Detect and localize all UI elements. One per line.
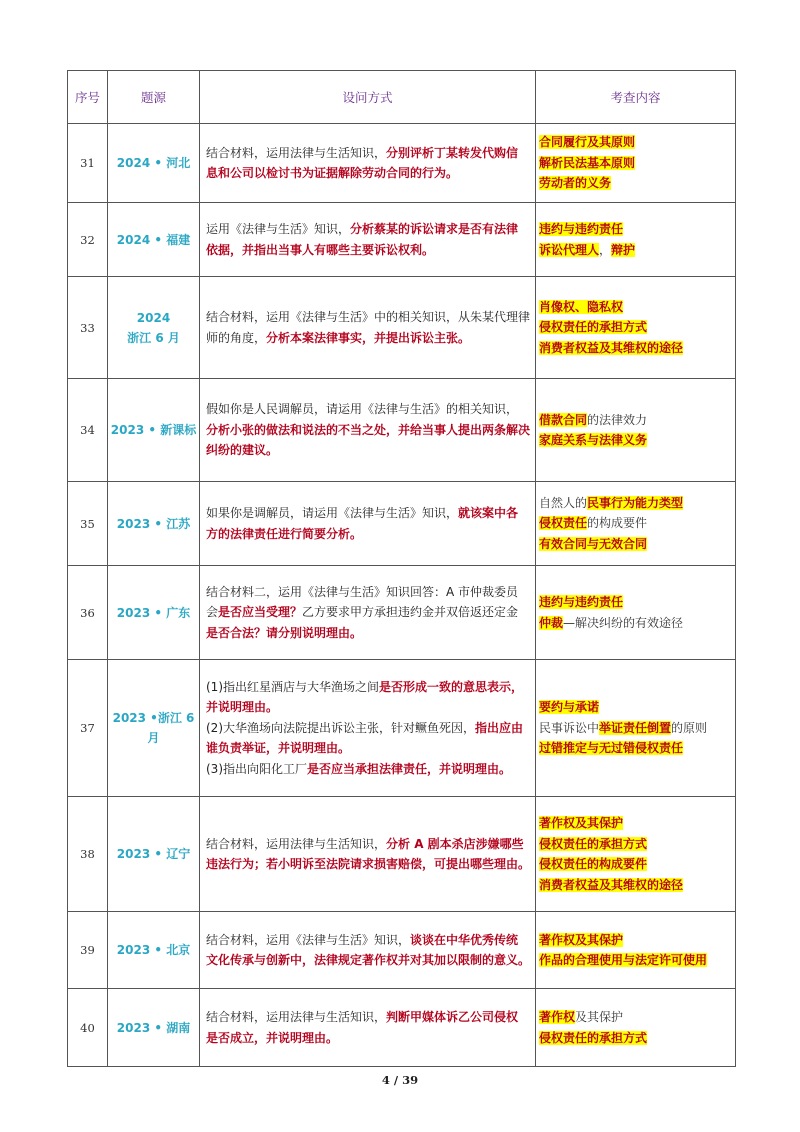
highlighted-topic: 要约与承诺 [539, 700, 600, 715]
table-row [68, 277, 736, 379]
highlighted-topic: 仲裁 [539, 615, 564, 630]
highlighted-topic: 民事行为能力类型 [587, 495, 684, 510]
content-line [539, 834, 731, 855]
row-content [536, 660, 736, 797]
topic-text: 及其保护 [575, 1010, 624, 1024]
row-source [108, 124, 200, 203]
topic-text: —解决纠纷的有效途径 [563, 615, 684, 630]
question-text: (3)指出向阳化工厂 [206, 761, 307, 776]
topic-text: 民事诉讼中 [539, 720, 600, 735]
question-text: 结合材料，运用法律与生活知识， [206, 836, 387, 851]
row-number: 33 [68, 277, 108, 379]
row-source [108, 482, 200, 566]
table-row [68, 203, 736, 277]
highlighted-topic: 有效合同与无效合同 [539, 536, 648, 551]
source-line: 2023 • 北京 [116, 943, 191, 957]
table-row [68, 797, 736, 912]
content-line [539, 697, 731, 718]
question-key-text: 分析小张的做法和说法的不当之处，并给当事人提出两条解决纠纷的建议。 [206, 422, 531, 458]
row-source [108, 379, 200, 482]
row-question [200, 482, 536, 566]
topic-text: 的原则 [671, 720, 708, 735]
row-content [536, 566, 736, 660]
topic-text: ， [599, 242, 612, 257]
exam-question-table [67, 70, 736, 1067]
question-key-text: 判断甲媒体诉乙公司侵权是否成立，并说明理由。 [206, 1010, 519, 1045]
highlighted-topic: 侵权责任 [539, 516, 588, 531]
header-num: 序号 [68, 71, 108, 124]
content-line [539, 430, 731, 451]
highlighted-topic: 侵权责任的承担方式 [539, 1030, 648, 1045]
topic-text: 的构成要件 [587, 516, 648, 531]
question-text: 结合材料二，运用《法律与生活》知识回答：A 市仲裁委员会 [206, 584, 519, 620]
highlighted-topic: 家庭关系与法律义务 [539, 433, 648, 447]
row-source [108, 912, 200, 989]
row-number: 35 [68, 482, 108, 566]
source-line: 2024 • 河北 [116, 156, 191, 170]
content-line [539, 534, 731, 555]
content-line [539, 1028, 731, 1049]
content-line [539, 219, 731, 240]
content-line [539, 1007, 731, 1028]
row-number: 37 [68, 660, 108, 797]
content-line [539, 930, 731, 951]
source-line: 2024 • 福建 [116, 232, 191, 247]
highlighted-topic: 辩护 [611, 242, 636, 257]
row-number: 39 [68, 912, 108, 989]
highlighted-topic: 解析民法基本原则 [539, 155, 636, 170]
row-question [200, 660, 536, 797]
highlighted-topic: 作品的合理使用与法定许可使用 [539, 953, 708, 967]
row-number: 36 [68, 566, 108, 660]
question-key-text: 是否应当承担法律责任，并说明理由。 [307, 761, 512, 776]
content-line [539, 738, 731, 759]
content-line [539, 718, 731, 739]
source-line: 2023 • 广东 [116, 605, 191, 620]
table-row [68, 566, 736, 660]
source-line: 浙江 6 月 [127, 330, 180, 345]
content-line [539, 950, 731, 971]
row-content [536, 379, 736, 482]
row-question [200, 124, 536, 203]
content-line [539, 132, 731, 153]
table-row [68, 989, 736, 1067]
row-question [200, 277, 536, 379]
question-key-text: 就该案中各方的法律责任进行简要分析。 [206, 506, 519, 541]
highlighted-topic: 借款合同 [539, 412, 588, 427]
row-number: 34 [68, 379, 108, 482]
table-row [68, 124, 736, 203]
table-row [68, 482, 736, 566]
highlighted-topic: 违约与违约责任 [539, 595, 624, 609]
row-question [200, 379, 536, 482]
row-source [108, 660, 200, 797]
content-line [539, 297, 731, 318]
header-question: 设问方式 [200, 71, 536, 124]
row-question [200, 912, 536, 989]
question-key-text: 指出应由谁负责举证，并说明理由。 [206, 720, 524, 756]
question-key-text: 分析蔡某的诉讼请求是否有法律依据，并指出当事人有哪些主要诉讼权利。 [206, 222, 519, 257]
content-line [539, 338, 731, 359]
question-key-text: 分析 A 剧本杀店涉嫌哪些违法行为；若小明诉至法院请求损害赔偿，可提出哪些理由。 [206, 836, 531, 871]
content-line [539, 410, 731, 431]
question-text: 结合材料，运用《法律与生活》中的相关知识，从朱某代理律师的角度， [206, 310, 531, 345]
question-text: 结合材料，运用法律与生活知识， [206, 145, 387, 160]
highlighted-topic: 诉讼代理人 [539, 242, 600, 257]
header-source: 题源 [108, 71, 200, 124]
highlighted-topic: 消费者权益及其维权的途径 [539, 340, 684, 355]
content-line [539, 513, 731, 534]
row-question [200, 989, 536, 1067]
highlighted-topic: 消费者权益及其维权的途径 [539, 877, 684, 892]
question-text: 假如你是人民调解员，请运用《法律与生活》的相关知识， [206, 402, 519, 417]
row-question [200, 797, 536, 912]
question-key-text: 是否应当受理？ [218, 605, 303, 620]
question-key-text: 分析本案法律事实，并提出诉讼主张。 [266, 330, 471, 345]
content-line [539, 875, 731, 896]
question-key-text: 是否形成一致的意思表示，并说明理由。 [206, 679, 524, 715]
row-number: 38 [68, 797, 108, 912]
row-source [108, 797, 200, 912]
highlighted-topic: 过错推定与无过错侵权责任 [539, 741, 684, 756]
table-row [68, 912, 736, 989]
source-line: 2023 • 新课标 [110, 423, 197, 437]
highlighted-topic: 合同履行及其原则 [539, 135, 636, 150]
row-source [108, 989, 200, 1067]
source-line: 2023 • 湖南 [116, 1020, 191, 1035]
row-source [108, 277, 200, 379]
table-row [68, 379, 736, 482]
question-text: 结合材料，运用法律与生活知识， [206, 1010, 387, 1024]
question-text: 运用《法律与生活》知识， [206, 222, 351, 236]
content-line [539, 592, 731, 613]
question-text: 乙方要求甲方承担违约金并双倍返还定金 [302, 605, 519, 620]
topic-text: 的法律效力 [587, 412, 648, 427]
row-content [536, 912, 736, 989]
content-line [539, 173, 731, 194]
highlighted-topic: 侵权责任的承担方式 [539, 836, 648, 851]
row-content [536, 797, 736, 912]
question-text: 如果你是调解员，请运用《法律与生活》知识， [206, 506, 459, 520]
row-content [536, 277, 736, 379]
highlighted-topic: 劳动者的义务 [539, 176, 612, 191]
source-line: 2024 [136, 310, 171, 325]
source-line: 2023 • 江苏 [116, 516, 191, 531]
row-content [536, 124, 736, 203]
topic-text: 自然人的 [539, 495, 588, 510]
content-line [539, 613, 731, 634]
question-text: (1)指出红星酒店与大华渔场之间 [206, 679, 379, 694]
source-line: 2023 • 辽宁 [116, 847, 191, 861]
row-source [108, 203, 200, 277]
highlighted-topic: 举证责任倒置 [599, 720, 672, 735]
row-number: 40 [68, 989, 108, 1067]
table-header-row [68, 71, 736, 124]
page-number: 4 / 39 [381, 1073, 419, 1087]
row-number: 32 [68, 203, 108, 277]
content-line [539, 153, 731, 174]
row-content [536, 482, 736, 566]
source-line: 2023 •浙江 6 月 [112, 711, 195, 745]
highlighted-topic: 著作权及其保护 [539, 932, 624, 947]
highlighted-topic: 违约与违约责任 [539, 222, 624, 236]
content-line [539, 813, 731, 834]
row-content [536, 203, 736, 277]
highlighted-topic: 侵权责任的构成要件 [539, 857, 648, 871]
row-content [536, 989, 736, 1067]
content-line [539, 240, 731, 261]
row-question [200, 566, 536, 660]
content-line [539, 493, 731, 514]
row-number: 31 [68, 124, 108, 203]
question-text: (2)大华渔场向法院提出诉讼主张，针对鳜鱼死因， [206, 720, 475, 735]
content-line [539, 854, 731, 875]
question-key-text: 分别评析丁某转发代购信息和公司以检讨书为证据解除劳动合同的行为。 [206, 145, 519, 180]
row-source [108, 566, 200, 660]
highlighted-topic: 著作权及其保护 [539, 816, 624, 830]
highlighted-topic: 著作权 [539, 1010, 576, 1024]
question-key-text: 是否合法？请分别说明理由。 [206, 625, 363, 640]
header-content: 考查内容 [536, 71, 736, 124]
highlighted-topic: 肖像权、隐私权 [539, 299, 624, 314]
highlighted-topic: 侵权责任的承担方式 [539, 320, 648, 335]
content-line [539, 317, 731, 338]
question-key-text: 谈谈在中华优秀传统文化传承与创新中，法律规定著作权并对其加以限制的意义。 [206, 932, 531, 967]
question-text: 结合材料，运用《法律与生活》知识， [206, 932, 411, 947]
row-question [200, 203, 536, 277]
table-row [68, 660, 736, 797]
